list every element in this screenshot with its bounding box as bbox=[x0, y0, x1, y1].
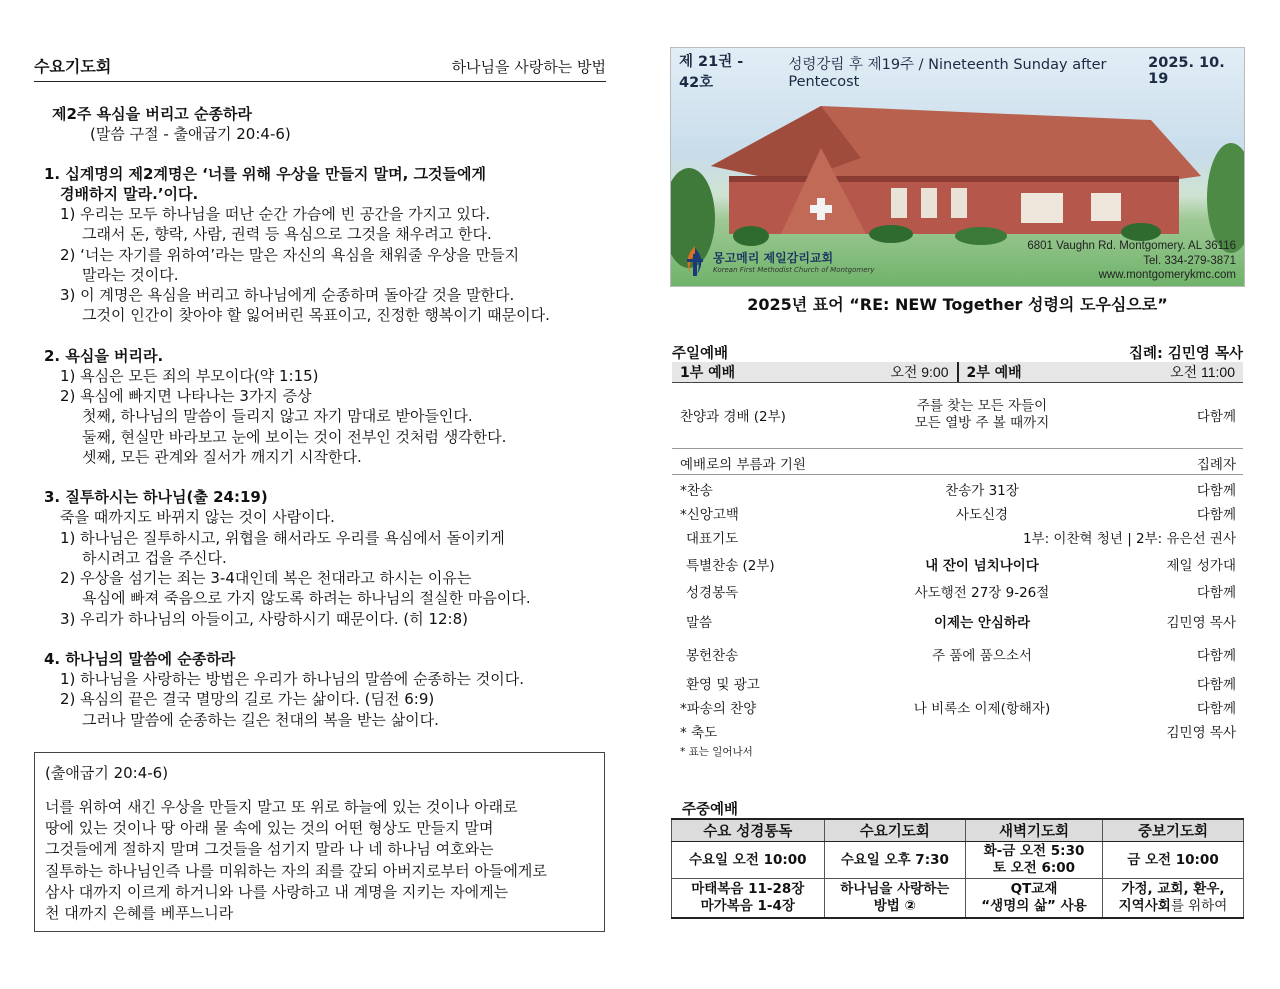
bulletin-date: 2025. 10. 19 bbox=[1148, 55, 1225, 87]
scripture-verse: 질투하는 하나님인즉 나를 미워하는 자의 죄를 갚되 아버지로부터 아들에게로 bbox=[45, 861, 547, 880]
scripture-verse: 삼사 대까지 이르게 하거니와 나를 사랑하고 내 계명을 지키는 자에게는 bbox=[45, 882, 509, 901]
order-leader: 다함께 bbox=[1196, 585, 1236, 601]
order-leader: 김민영 목사 bbox=[1166, 725, 1236, 741]
table-cell-line: 방법 ② bbox=[873, 897, 916, 914]
order-content-line: 주를 찾는 모든 자들이 bbox=[916, 398, 1048, 414]
order-row bbox=[680, 453, 1236, 473]
section-heading: 4. 하나님의 말씀에 순종하라 bbox=[44, 650, 236, 669]
order-leader: 다함께 bbox=[1196, 648, 1236, 664]
table-cell-part: 를 위하여 bbox=[1170, 897, 1228, 914]
service-times-bar bbox=[672, 362, 1243, 383]
section-line: 2) 우상을 섬기는 죄는 3-4대인데 복은 천대라고 하시는 이유는 bbox=[60, 569, 472, 588]
table-cell bbox=[966, 842, 1103, 879]
order-content: 주 품에 품으소서 bbox=[932, 648, 1032, 664]
order-item: *신앙고백 bbox=[680, 507, 739, 523]
bulletin-info-bar bbox=[671, 48, 1244, 94]
order-item: *파송의 찬양 bbox=[680, 701, 757, 717]
order-content bbox=[858, 398, 1106, 432]
church-contact bbox=[1027, 239, 1236, 283]
section-line: 1) 하나님은 질투하시고, 위협을 해서라도 우리를 욕심에서 돌이키게 bbox=[60, 528, 505, 547]
section-line: 셋째, 모든 관계와 질서가 깨지기 시작한다. bbox=[82, 447, 362, 466]
order-leader: 다함께 bbox=[1196, 483, 1236, 499]
weekday-worship-title: 주중예배 bbox=[682, 802, 739, 818]
section-line: 욕심에 빠져 죽음으로 가지 않도록 하려는 하나님의 절실한 마음이다. bbox=[82, 589, 531, 608]
passage-reference: (말씀 구절 - 출애굽기 20:4-6) bbox=[90, 125, 291, 143]
section-heading-cont: 경배하지 말라.’이다. bbox=[60, 185, 199, 203]
church-website: www.montgomerykmc.com bbox=[1098, 269, 1236, 281]
order-content: 이제는 안심하라 bbox=[934, 615, 1030, 631]
table-cell bbox=[824, 879, 966, 918]
order-item: *찬송 bbox=[680, 483, 713, 499]
second-service-label: 2부 예배 bbox=[966, 365, 1022, 381]
page-header bbox=[34, 52, 606, 82]
church-name-en: Korean First Methodist Church of Montgomery bbox=[713, 265, 875, 274]
order-row bbox=[680, 673, 1236, 693]
order-row bbox=[680, 554, 1236, 574]
order-leader: 집례자 bbox=[1196, 457, 1236, 473]
order-content: 내 잔이 넘치나이다 bbox=[925, 558, 1039, 574]
section-3 bbox=[44, 487, 606, 629]
order-divider bbox=[672, 448, 1243, 449]
order-content: 사도신경 bbox=[955, 507, 1009, 523]
order-row bbox=[680, 581, 1236, 601]
order-item: 성경봉독 bbox=[686, 585, 739, 601]
order-row bbox=[680, 398, 1236, 432]
order-item: 대표기도 bbox=[686, 531, 739, 547]
order-item: * 축도 bbox=[680, 725, 718, 741]
liturgical-sunday: 성령강림 후 제19주 / Nineteenth Sunday after Pentecost bbox=[788, 56, 1107, 90]
table-cell-line bbox=[1103, 898, 1243, 915]
scripture-verse: 그것들에게 절하지 말며 그것들을 섬기지 말라 나 네 하나님 여호와는 bbox=[45, 840, 494, 859]
scripture-box bbox=[34, 752, 605, 932]
table-cell-line: 가정, 교회, 환우, bbox=[1121, 880, 1225, 897]
table-cell-line: QT교재 bbox=[1010, 880, 1058, 897]
order-item: 환영 및 광고 bbox=[686, 677, 760, 693]
scripture-reference: (출애굽기 20:4-6) bbox=[45, 764, 169, 782]
order-leader: 다함께 bbox=[1196, 677, 1236, 693]
section-heading: 2. 욕심을 버리라. bbox=[44, 346, 164, 365]
section-line: 2) 욕심의 끝은 결국 멸망의 길로 가는 삶이다. (딤전 6:9) bbox=[60, 690, 435, 709]
volume-number: 제 21권 - 42호 bbox=[679, 54, 744, 91]
first-service bbox=[672, 362, 959, 382]
section-line: 1) 우리는 모두 하나님을 떠난 순간 가슴에 빈 공간을 가지고 있다. bbox=[60, 205, 491, 223]
order-row bbox=[680, 479, 1236, 499]
table-cell bbox=[672, 879, 825, 918]
order-leader: 김민영 목사 bbox=[1166, 615, 1236, 631]
column-header: 수요기도회 bbox=[824, 819, 966, 842]
standing-note: * 표는 일어나서 bbox=[680, 746, 753, 758]
order-row bbox=[680, 697, 1236, 717]
order-row bbox=[680, 644, 1236, 664]
section-line: 1) 욕심은 모든 죄의 부모이다(약 1:15) bbox=[60, 366, 319, 385]
table-row bbox=[672, 842, 1244, 879]
order-content-line: 모든 열방 주 볼 때까지 bbox=[914, 415, 1050, 431]
order-content: 나 비록소 이제(항해자) bbox=[913, 701, 1051, 717]
section-line: 3) 이 계명은 욕심을 버리고 하나님에게 순종하며 돌아갈 것을 말한다. bbox=[60, 286, 515, 305]
order-content: 찬송가 31장 bbox=[945, 483, 1019, 499]
section-line: 죽을 때까지도 바뀌지 않는 것이 사람이다. bbox=[60, 508, 335, 527]
table-cell: 금 오전 10:00 bbox=[1102, 842, 1243, 879]
table-cell-part: 지역사회 bbox=[1118, 897, 1171, 914]
order-leader: 다함께 bbox=[1196, 701, 1236, 717]
order-divider bbox=[672, 474, 1243, 475]
section-line: 2) ‘너는 자기를 위하여’라는 말은 자신의 욕심을 채워줄 우상을 만들지 bbox=[60, 245, 520, 264]
section-line: 말라는 것이다. bbox=[82, 265, 179, 284]
column-header: 수요 성경통독 bbox=[672, 819, 825, 842]
order-leader: 다함께 bbox=[1196, 409, 1236, 425]
section-heading: 1. 십계명의 제2계명은 ‘너를 위해 우상을 만들지 말며, 그것들에게 bbox=[44, 165, 486, 183]
order-leader: 1부: 이찬혁 청년 | 2부: 유은선 권사 bbox=[1022, 531, 1236, 547]
second-service bbox=[959, 362, 1244, 382]
weekday-worship-table bbox=[671, 818, 1244, 919]
section-line: 2) 욕심에 빠지면 나타나는 3가지 증상 bbox=[60, 387, 312, 406]
section-line: 그래서 돈, 향락, 사람, 권력 등 욕심으로 그것을 채우려고 한다. bbox=[82, 225, 492, 244]
order-row bbox=[680, 721, 1236, 741]
section-line: 하시려고 겁을 주신다. bbox=[82, 548, 227, 567]
table-cell-line: 마가복음 1-4장 bbox=[700, 897, 795, 914]
section-line: 그것이 인간이 찾아야 할 잃어버린 목표이고, 진정한 행복이기 때문이다. bbox=[82, 306, 550, 325]
table-cell-line: 토 오전 6:00 bbox=[992, 860, 1076, 876]
page-subtitle: 하나님을 사랑하는 방법 bbox=[451, 58, 606, 76]
first-service-time: 오전 9:00 bbox=[890, 364, 949, 380]
week-title: 제2주 욕심을 버리고 순종하라 bbox=[52, 105, 252, 123]
section-1 bbox=[44, 164, 606, 326]
table-cell bbox=[1102, 879, 1243, 918]
order-item: 말씀 bbox=[686, 615, 713, 631]
first-service-label: 1부 예배 bbox=[680, 365, 736, 381]
section-line: 첫째, 하나님의 말씀이 들리지 않고 자기 맘대로 받아들인다. bbox=[82, 407, 473, 426]
second-service-time: 오전 11:00 bbox=[1170, 364, 1235, 380]
section-line: 그러나 말씀에 순종하는 길은 천대의 복을 받는 삶이다. bbox=[82, 710, 439, 729]
page-title: 수요기도회 bbox=[34, 57, 112, 76]
scripture-verse: 너를 위하여 새긴 우상을 만들지 말고 또 위로 하늘에 있는 것이나 아래로 bbox=[45, 798, 518, 816]
annual-motto: 2025년 표어 “RE: NEW Together 성령의 도우심으로” bbox=[747, 295, 1168, 314]
column-header: 새벽기도회 bbox=[966, 819, 1103, 842]
section-4 bbox=[44, 649, 606, 730]
cross-flame-icon bbox=[681, 244, 709, 278]
order-leader: 제일 성가대 bbox=[1166, 558, 1236, 574]
order-row bbox=[680, 611, 1236, 631]
section-heading: 3. 질투하시는 하나님(출 24:19) bbox=[44, 488, 268, 507]
order-content: 사도행전 27장 9-26절 bbox=[914, 585, 1050, 601]
table-cell-line: 하나님을 사랑하는 bbox=[840, 880, 950, 897]
order-row bbox=[680, 503, 1236, 523]
order-row bbox=[680, 527, 1236, 547]
officiant: 집례: 김민영 목사 bbox=[1129, 346, 1243, 362]
section-line: 둘째, 현실만 바라보고 눈에 보이는 것이 전부인 것처럼 생각한다. bbox=[82, 427, 507, 446]
order-item: 찬양과 경배 (2부) bbox=[680, 409, 786, 425]
table-cell-line: 화-금 오전 5:30 bbox=[983, 843, 1085, 859]
table-cell-line: 마태복음 11-28장 bbox=[691, 880, 805, 897]
scripture-verse: 땅에 있는 것이나 땅 아래 물 속에 있는 것의 어떤 형상도 만들지 말며 bbox=[45, 819, 494, 838]
church-tel: Tel. 334-279-3871 bbox=[1143, 254, 1236, 267]
order-item: 특별찬송 (2부) bbox=[686, 558, 775, 574]
bulletin-banner bbox=[670, 47, 1245, 287]
table-cell: 수요일 오후 7:30 bbox=[824, 842, 966, 879]
order-item: 봉헌찬송 bbox=[686, 648, 739, 664]
scripture-verse: 천 대까지 은혜를 베푸느니라 bbox=[45, 904, 234, 923]
sunday-worship-title: 주일예배 bbox=[672, 346, 729, 362]
table-header-row bbox=[672, 819, 1244, 842]
section-line: 1) 하나님을 사랑하는 방법은 우리가 하나님의 말씀에 순종하는 것이다. bbox=[60, 670, 525, 689]
left-page bbox=[34, 52, 606, 730]
church-name-ko: 몽고메리 제일감리교회 bbox=[713, 250, 834, 265]
order-leader: 다함께 bbox=[1196, 507, 1236, 523]
section-line: 3) 우리가 하나님의 아들이고, 사랑하시기 때문이다. (히 12:8) bbox=[60, 609, 468, 628]
table-cell: 수요일 오전 10:00 bbox=[672, 842, 825, 879]
table-cell-line: “생명의 삶” 사용 bbox=[981, 897, 1087, 914]
column-header: 중보기도회 bbox=[1102, 819, 1243, 842]
section-2 bbox=[44, 346, 606, 467]
church-logo bbox=[681, 244, 875, 278]
church-address: 6801 Vaughn Rd. Montgomery. AL 36116 bbox=[1027, 240, 1236, 252]
order-item: 예배로의 부름과 기원 bbox=[680, 457, 806, 473]
table-cell bbox=[966, 879, 1103, 918]
table-row bbox=[672, 879, 1244, 918]
